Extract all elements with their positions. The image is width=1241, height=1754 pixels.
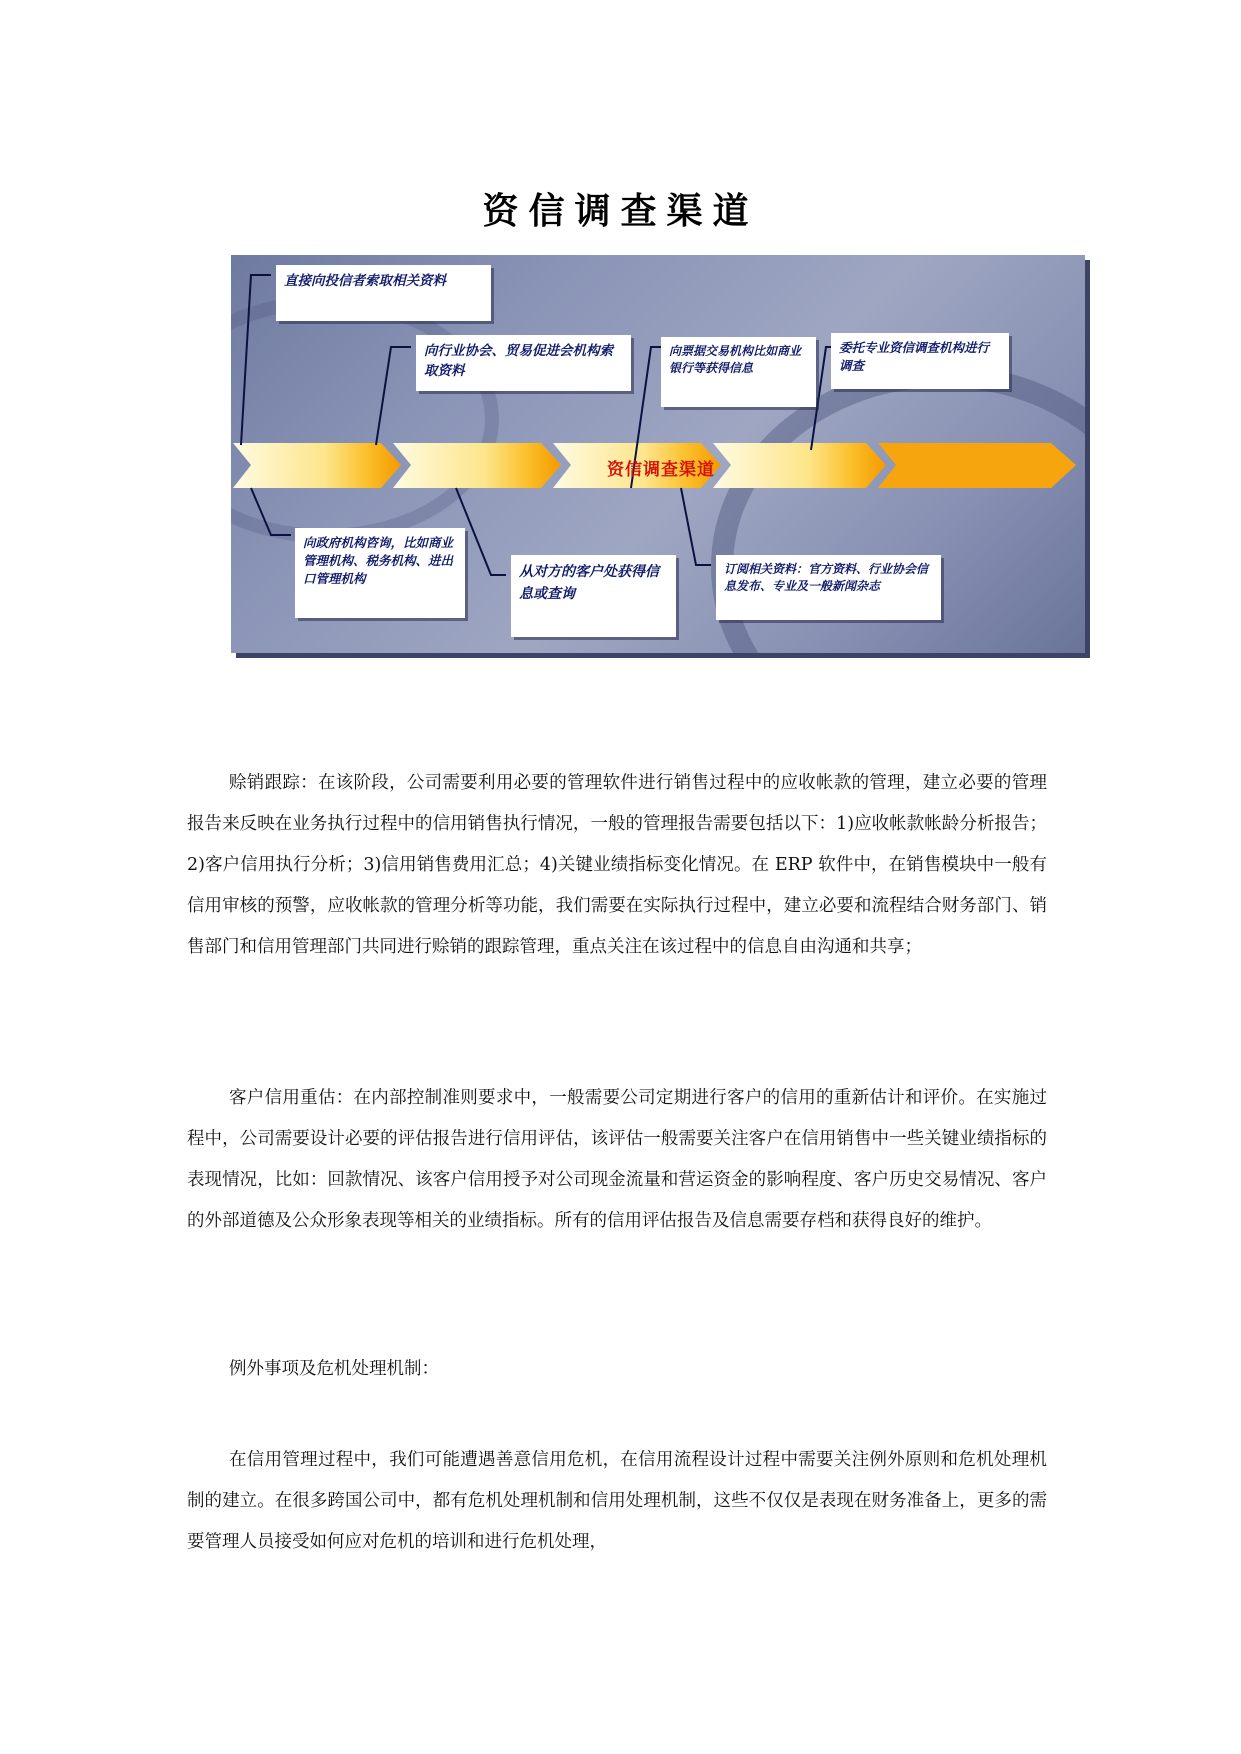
channel-box-bill-exchange: 向票据交易机构比如商业银行等获得信息: [661, 337, 816, 407]
credit-investigation-diagram: [231, 255, 1085, 653]
body-text: [187, 1440, 1047, 1563]
figure-title: 资信调查渠道: [482, 191, 759, 232]
chevron-segment: [393, 443, 561, 488]
channel-box-customers: 从对方的客户处获得信息或查询: [511, 555, 676, 637]
channel-box-direct: 直接向投信者索取相关资料: [276, 265, 491, 321]
band-label: 资信调查渠道: [607, 460, 715, 480]
channel-box-industry-association: 向行业协会、贸易促进会机构索取资料: [416, 335, 631, 391]
body-text: [187, 1349, 1047, 1390]
paragraph-credit-tracking: 赊销跟踪：在该阶段，公司需要利用必要的管理软件进行销售过程中的应收帐款的管理，建立必要的管理报告来反映在业务执行过程中的信用销售执行情况，一般的管理报告需要包括以下：1)应收帐款帐龄分析报告；2)客户信用执行分析；3)信用销售费用汇总；4)关键业绩指标变化情况。在 ERP 软件中，在销售模块中一般有信用审核的预警，应收帐款的管理分析等功能，我们需要在实际执行过程中，建立必要和流程结合财务部门、销售部门和信用管理部门共同进行赊销的跟踪管理，重点关注在该过程中的信息自由沟通和共享；: [187, 773, 1047, 957]
paragraph-crisis-management: 在信用管理过程中，我们可能遭遇善意信用危机，在信用流程设计过程中需要关注例外原则和危机处理机制的建立。在很多跨国公司中，都有危机处理机制和信用处理机制，这些不仅仅是表现在财务准备上，更多的需要管理人员接受如何应对危机的培训和进行危机处理，: [187, 1450, 1047, 1552]
channel-box-professional-agency: 委托专业资信调查机构进行调查: [831, 333, 1009, 389]
body-text: [187, 763, 1047, 968]
channel-box-government: 向政府机构咨询，比如商业管理机构、税务机构、进出口管理机构: [295, 528, 465, 618]
body-text: [187, 1078, 1047, 1242]
chevron-segment: [878, 443, 1076, 488]
channel-box-subscriptions: 订阅相关资料：官方资料、行业协会信息发布、专业及一般新闻杂志: [716, 555, 941, 620]
paragraph-credit-reassessment: 客户信用重估：在内部控制准则要求中，一般需要公司定期进行客户的信用的重新估计和评价。在实施过程中，公司需要设计必要的评估报告进行信用评估，该评估一般需要关注客户在信用销售中一些关键业绩指标的表现情况，比如：回款情况、该客户信用授予对公司现金流量和营运资金的影响程度、客户历史交易情况、客户的外部道德及公众形象表现等相关的业绩指标。所有的信用评估报告及信息需要存档和获得良好的维护。: [187, 1088, 1047, 1231]
paragraph-exception-heading: 例外事项及危机处理机制：: [229, 1359, 439, 1379]
chevron-segment: [233, 443, 401, 488]
